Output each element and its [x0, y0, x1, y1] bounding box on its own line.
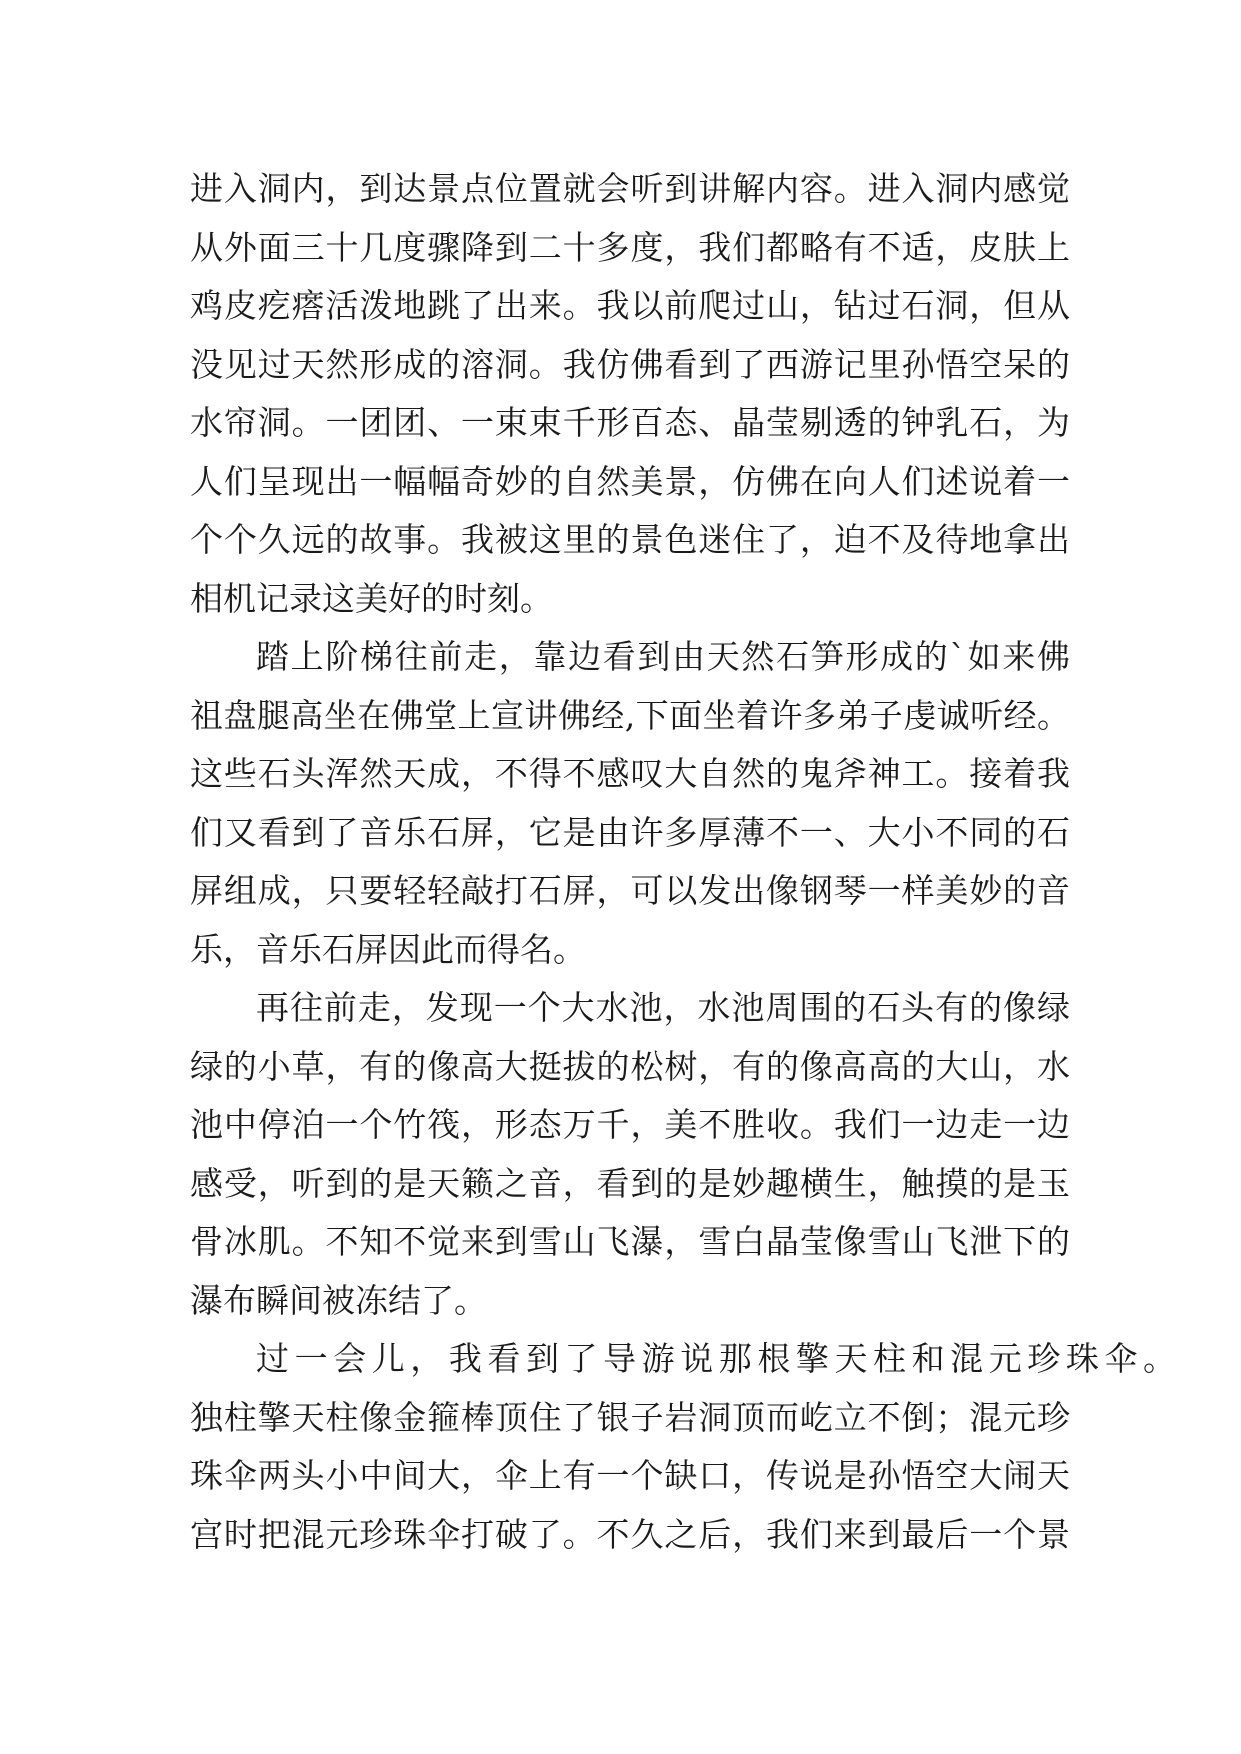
text-line: 宫时把混元珍珠伞打破了。不久之后，我们来到最后一个景	[190, 1514, 1070, 1554]
text-line: 珠伞两头小中间大，伞上有一个缺口，传说是孙悟空大闹天	[190, 1456, 1070, 1495]
text-line: 鸡皮疙瘩活泼地跳了出来。我以前爬过山，钻过石洞，但从	[190, 286, 1070, 325]
text-line: 瀑布瞬间被冻结了。	[190, 1280, 487, 1320]
text-line: 没见过天然形成的溶洞。我仿佛看到了西游记里孙悟空呆的	[190, 344, 1070, 384]
document-page	[190, 160, 1176, 1564]
text-line: 绿的小草，有的像高大挺拔的松树，有的像高高的大山，水	[190, 1046, 1070, 1086]
text-line: 过一会儿，我看到了导游说那根擎天柱和混元珍珠伞。	[256, 1339, 1176, 1378]
text-line: 池中停泊一个竹筏，形态万千，美不胜收。我们一边走一边	[190, 1105, 1070, 1144]
text-line: 独柱擎天柱像金箍棒顶住了银子岩洞顶而屹立不倒；混元珍	[190, 1397, 1070, 1437]
text-line: 这些石头浑然天成，不得不感叹大自然的鬼斧神工。接着我	[190, 754, 1070, 793]
text-line: 屏组成，只要轻轻敲打石屏，可以发出像钢琴一样美妙的音	[190, 871, 1070, 910]
text-line: 从外面三十几度骤降到二十多度，我们都略有不适，皮肤上	[190, 227, 1070, 267]
text-line: 人们呈现出一幅幅奇妙的自然美景，仿佛在向人们述说着一	[190, 461, 1070, 501]
text-line: 骨冰肌。不知不觉来到雪山飞瀑，雪白晶莹像雪山飞泄下的	[190, 1222, 1070, 1261]
text-line: 们又看到了音乐石屏，它是由许多厚薄不一、大小不同的石	[190, 812, 1070, 852]
text-line: 进入洞内，到达景点位置就会听到讲解内容。进入洞内感觉	[190, 169, 1070, 208]
text-line: 个个久远的故事。我被这里的景色迷住了，迫不及待地拿出	[190, 520, 1070, 559]
paragraph-4	[190, 1330, 1176, 1564]
text-line: 再往前走，发现一个大水池，水池周围的石头有的像绿	[256, 988, 1070, 1027]
text-line: 祖盘腿高坐在佛堂上宣讲佛经,下面坐着许多弟子虔诚听经。	[190, 695, 1070, 735]
text-line: 踏上阶梯往前走，靠边看到由天然石笋形成的`如来佛	[256, 637, 1070, 676]
text-line: 乐，音乐石屏因此而得名。	[190, 929, 586, 969]
paragraph-2	[190, 628, 1070, 979]
paragraph-1	[190, 160, 1070, 628]
paragraph-3	[190, 979, 1070, 1330]
text-line: 感受，听到的是天籁之音，看到的是妙趣横生，触摸的是玉	[190, 1163, 1070, 1203]
text-line: 相机记录这美好的时刻。	[190, 578, 553, 618]
text-line: 水帘洞。一团团、一束束千形百态、晶莹剔透的钟乳石，为	[190, 403, 1070, 442]
